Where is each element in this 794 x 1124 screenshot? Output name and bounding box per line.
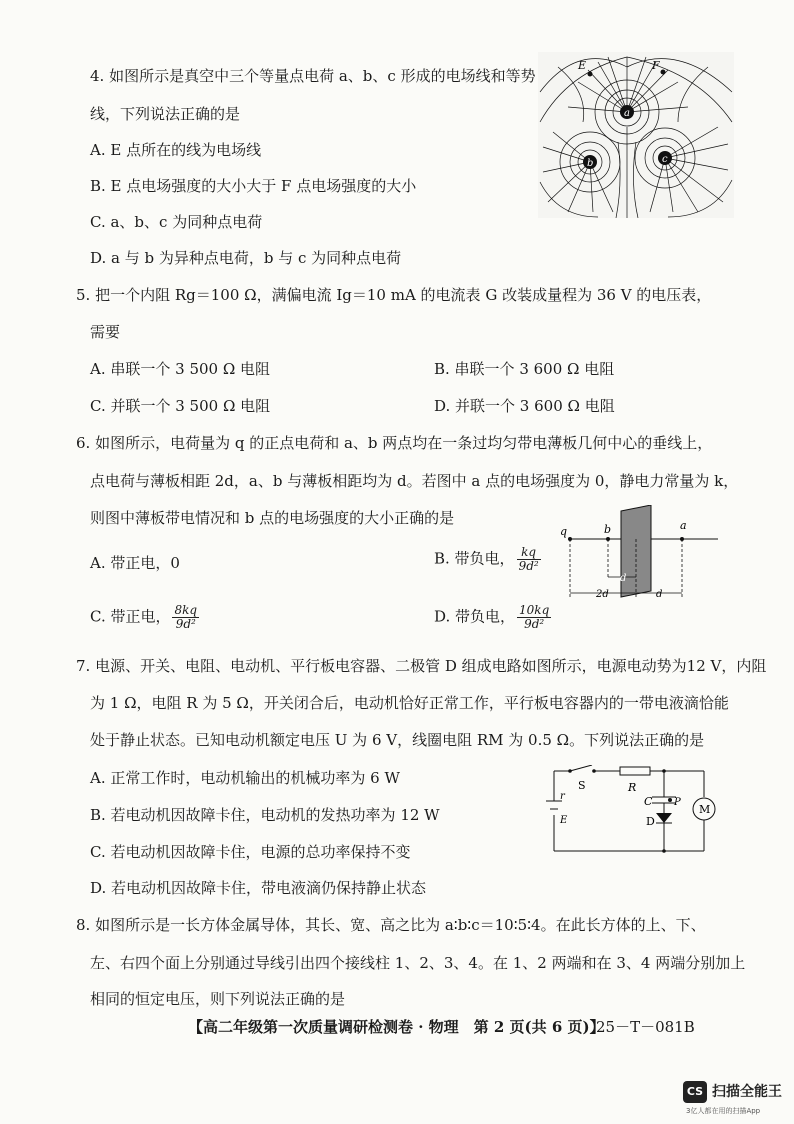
q4-option-b: B. E 点电场强度的大小大于 F 点电场强度的大小 bbox=[90, 177, 417, 195]
q7-fig-label-p: P bbox=[674, 797, 681, 808]
q6-option-b-denominator: 9d² bbox=[518, 559, 539, 573]
q4-fig-label-b: b bbox=[587, 158, 594, 169]
q6-option-b-fraction bbox=[517, 546, 541, 573]
q6-fig-label-b: b bbox=[604, 523, 612, 536]
q8-stem-line3: 相同的恒定电压，则下列说法正确的是 bbox=[90, 990, 346, 1008]
q5-option-c: C. 并联一个 3 500 Ω 电阻 bbox=[90, 397, 271, 415]
q4-fig-label-c: c bbox=[662, 154, 668, 165]
q5-stem-line1: 5. 把一个内阻 Rg＝100 Ω，满偏电流 Ig＝10 mA 的电流表 G 改装成量程为 36 V 的电压表， bbox=[76, 286, 712, 304]
q4-stem-line1: 4. 如图所示是真空中三个等量点电荷 a、b、c 形成的电场线和等势 bbox=[90, 67, 536, 85]
q7-stem-line2: 为 1 Ω，电阻 R 为 5 Ω，开关闭合后，电动机恰好正常工作，平行板电容器内的一带电液滴恰能 bbox=[90, 694, 729, 712]
q6-option-d-denominator: 9d² bbox=[524, 617, 545, 631]
q6-option-c-prefix: C. 带正电， bbox=[90, 607, 171, 626]
q6-stem-line3: 则图中薄板带电情况和 b 点的电场强度的大小正确的是 bbox=[90, 509, 455, 527]
q8-stem-line2: 左、右四个面上分别通过导线引出四个接线柱 1、2、3、4。在 1、2 两端和在 3、4 两端分别加上 bbox=[90, 954, 746, 972]
q6-option-c-numerator: 8kq bbox=[174, 603, 198, 617]
q4-option-a: A. E 点所在的线为电场线 bbox=[90, 141, 262, 159]
q5-option-a: A. 串联一个 3 500 Ω 电阻 bbox=[90, 360, 271, 378]
q5-option-b: B. 串联一个 3 600 Ω 电阻 bbox=[434, 360, 615, 378]
q6-fig-label-d3: d bbox=[656, 589, 663, 600]
camscanner-name: 扫描全能王 bbox=[712, 1084, 782, 1100]
q6-option-d-prefix: D. 带负电， bbox=[434, 607, 516, 626]
q5-option-d: D. 并联一个 3 600 Ω 电阻 bbox=[434, 397, 615, 415]
q4-fig-label-e: E bbox=[578, 59, 587, 72]
q4-fig-label-f: F bbox=[652, 59, 660, 72]
q6-option-d-fraction bbox=[517, 604, 551, 631]
footer-exam-code: 25－T－081B bbox=[596, 1018, 695, 1036]
q4-option-c: C. a、b、c 为同种点电荷 bbox=[90, 213, 263, 231]
q6-stem-line2: 点电荷与薄板相距 2d，a、b 与薄板相距均为 d。若图中 a 点的电场强度为 0，静电力常量为 k， bbox=[90, 472, 739, 490]
camscanner-logo-icon: CS bbox=[683, 1081, 707, 1103]
q7-stem-line3: 处于静止状态。已知电动机额定电压 U 为 6 V，线圈电阻 RM 为 0.5 Ω。下列说法正确的是 bbox=[90, 731, 705, 749]
q6-option-d bbox=[434, 604, 551, 631]
q6-option-c-fraction bbox=[172, 604, 199, 631]
q6-option-b-numerator: kq bbox=[517, 546, 541, 560]
q6-option-c-denominator: 9d² bbox=[175, 617, 196, 631]
q7-circuit-figure bbox=[542, 765, 720, 857]
q6-fig-label-2d: 2d bbox=[596, 589, 609, 600]
q7-fig-label-r-internal: r bbox=[560, 791, 565, 802]
q6-fig-label-a: a bbox=[680, 519, 687, 532]
camscanner-tagline: 3亿人都在用的扫描App bbox=[686, 1107, 761, 1115]
q7-option-d: D. 若电动机因故障卡住，带电液滴仍保持静止状态 bbox=[90, 879, 427, 897]
q7-stem-line1: 7. 电源、开关、电阻、电动机、平行板电容器、二极管 D 组成电路如图所示，电源电动势为12 V，内阻 bbox=[76, 657, 767, 675]
q6-option-b bbox=[434, 546, 541, 573]
q4-option-d: D. a 与 b 为异种点电荷，b 与 c 为同种点电荷 bbox=[90, 249, 402, 267]
q5-stem-line2: 需要 bbox=[90, 323, 121, 341]
q7-fig-label-m: M bbox=[699, 803, 711, 816]
q6-charged-plate-figure bbox=[558, 505, 724, 605]
q8-stem-line1: 8. 如图所示是一长方体金属导体，其长、宽、高之比为 a∶b∶c＝10∶5∶4。在此长方体的上、下、 bbox=[76, 916, 706, 934]
q4-stem-line2: 线，下列说法正确的是 bbox=[90, 105, 241, 123]
q6-option-d-numerator: 10kq bbox=[519, 603, 550, 617]
q4-fig-label-a: a bbox=[624, 108, 630, 119]
q6-fig-label-d1: d bbox=[620, 573, 627, 584]
q7-fig-label-r: R bbox=[628, 781, 637, 794]
q6-option-b-prefix: B. 带负电， bbox=[434, 549, 515, 568]
q7-option-a: A. 正常工作时，电动机输出的机械功率为 6 W bbox=[90, 769, 400, 787]
q7-option-c: C. 若电动机因故障卡住，电源的总功率保持不变 bbox=[90, 843, 411, 861]
q4-field-lines-figure bbox=[538, 52, 734, 218]
q7-fig-label-d: D bbox=[646, 815, 655, 828]
q7-fig-label-c: C bbox=[644, 795, 653, 808]
footer-exam-title: 【高二年级第一次质量调研检测卷 · 物理 第 2 页(共 6 页)】 bbox=[188, 1018, 605, 1036]
q7-fig-label-e: E bbox=[560, 815, 568, 826]
q7-option-b: B. 若电动机因故障卡住，电动机的发热功率为 12 W bbox=[90, 806, 440, 824]
q7-fig-label-s: S bbox=[578, 779, 586, 792]
q6-option-a: A. 带正电，0 bbox=[90, 554, 180, 572]
q6-stem-line1: 6. 如图所示，电荷量为 q 的正点电荷和 a、b 两点均在一条过均匀带电薄板几何中心的垂线上， bbox=[76, 434, 713, 452]
q6-fig-label-q: q bbox=[560, 525, 568, 538]
q6-option-c bbox=[90, 604, 199, 631]
